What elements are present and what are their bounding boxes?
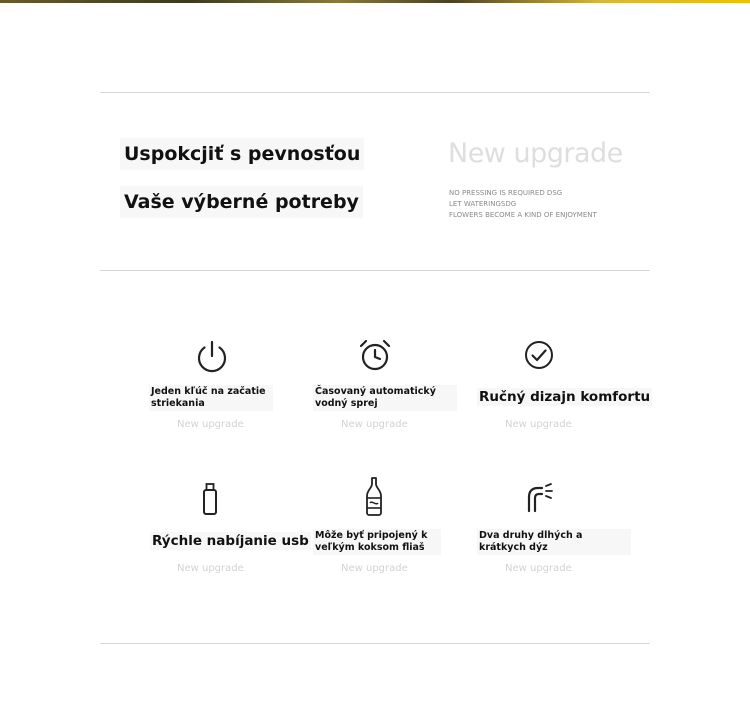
upgrade-title: New upgrade <box>448 138 623 169</box>
bottle-icon <box>354 476 394 516</box>
feature-subtitle: New upgrade <box>505 419 572 430</box>
feature-label: Dva druhy dlhých a krátkych dýz <box>477 529 631 555</box>
tagline-line: NO PRESSING IS REQUIRED DSG <box>449 189 563 197</box>
feature-subtitle: New upgrade <box>341 563 408 574</box>
divider-top <box>100 92 650 93</box>
divider-bottom <box>100 643 650 644</box>
tagline <box>449 188 597 221</box>
feature-label: Jeden kľúč na začatie striekania <box>149 385 273 411</box>
top-photo-strip <box>0 0 750 3</box>
alarm-clock-icon <box>355 336 395 376</box>
feature-subtitle: New upgrade <box>177 419 244 430</box>
feature-label: Rýchle nabíjanie usb <box>152 533 309 549</box>
check-circle-icon <box>519 335 559 375</box>
headline-line-1: Uspokcjiť s pevnosťou <box>120 138 364 170</box>
usb-stick-icon <box>190 479 230 519</box>
tagline-line: FLOWERS BECOME A KIND OF ENJOYMENT <box>449 211 597 219</box>
divider-middle <box>100 270 650 271</box>
power-icon <box>192 336 232 376</box>
tagline-line: LET WATERINGSDG <box>449 200 517 208</box>
feature-label: Môže byť pripojený k veľkým koksom fliaš <box>313 529 441 555</box>
feature-label: Ručný dizajn komfortu <box>479 389 651 405</box>
spray-nozzle-icon <box>521 479 561 519</box>
feature-subtitle: New upgrade <box>505 563 572 574</box>
headline-line-2: Vaše výberné potreby <box>120 186 363 218</box>
feature-subtitle: New upgrade <box>177 563 244 574</box>
feature-label: Časovaný automatický vodný sprej <box>313 385 457 411</box>
feature-subtitle: New upgrade <box>341 419 408 430</box>
